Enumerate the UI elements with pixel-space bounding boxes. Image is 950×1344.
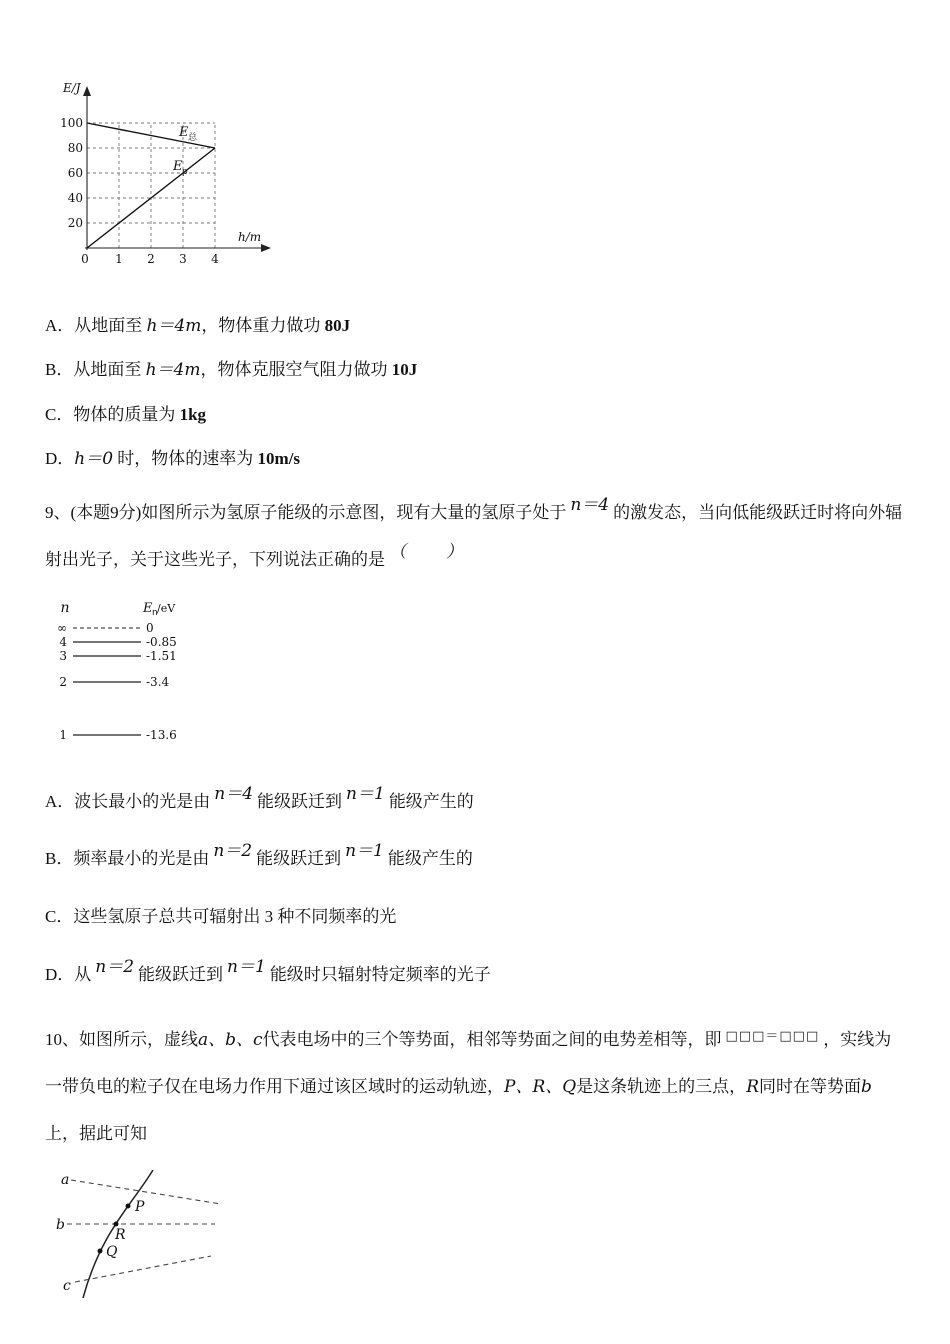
x-axis-label: h/m: [238, 230, 262, 244]
option-text: 能级跃迁到: [138, 964, 224, 984]
label-b: b: [56, 1216, 65, 1233]
option-value: 1kg: [179, 404, 207, 424]
potential-energy-subscript: p: [182, 167, 188, 177]
q9-options: [45, 783, 905, 990]
total-energy-subscript: 总: [188, 133, 198, 143]
work-energy-graph: [55, 78, 290, 278]
q10-text: 同时在等势面: [759, 1077, 861, 1096]
label-a: a: [61, 1171, 70, 1188]
x-tick: 1: [115, 252, 123, 266]
option-text: 能级时只辐射特定频率的光子: [269, 964, 491, 984]
level-n-label: ∞: [57, 620, 67, 635]
option-value: 10m/s: [257, 449, 301, 469]
level-n-label: 4: [59, 634, 67, 649]
point-names: P、R、Q: [504, 1077, 577, 1097]
point-q-dot: [98, 1248, 103, 1253]
equipotential-line-a: [71, 1180, 221, 1204]
label-q: Q: [106, 1243, 118, 1260]
option-text: 能级跃迁到: [256, 849, 342, 869]
option-variable: h＝4m: [145, 360, 201, 381]
q10-text: ，实线为一带负电的粒子仅在电场力作用下通过该区域时的运动轨迹，: [45, 1030, 892, 1096]
x-tick: 2: [147, 252, 155, 266]
q9-text: 的激发态，当向低能级跃迁时将向外辐射出光子，关于这些光子，下列说法正确的是: [45, 503, 903, 570]
option-text: 时，物体的速率为: [113, 449, 258, 469]
q10-text: 上，据此可知: [45, 1123, 147, 1143]
y-tick: 100: [60, 116, 83, 130]
option-text: 能级产生的: [387, 849, 473, 869]
formula: n＝1: [346, 783, 385, 804]
point-p-dot: [126, 1203, 131, 1208]
formula: n＝1: [227, 956, 266, 977]
q8-option-c: [45, 402, 905, 428]
label-p: P: [135, 1198, 145, 1215]
q10-text: 代表电场中的三个等势面，相邻等势面之间的电势差相等，即: [262, 1030, 722, 1050]
level-energy-value: -0.85: [146, 634, 177, 649]
option-text: 能级产生的: [388, 791, 474, 811]
option-value: 80J: [324, 316, 351, 335]
option-text: A．从地面至: [45, 316, 147, 335]
option-text: D．从: [45, 964, 92, 984]
surface-b: b: [861, 1077, 872, 1097]
formula: n＝1: [345, 841, 384, 862]
option-value: 10J: [391, 360, 418, 380]
n-column-header: n: [60, 599, 70, 616]
question-10-text: [45, 1017, 905, 1157]
formula: n＝2: [95, 956, 135, 977]
q9-option-a: [45, 783, 905, 818]
energy-header-symbol: E: [143, 600, 153, 616]
option-text: D．: [45, 449, 75, 469]
point-r: R: [746, 1077, 759, 1097]
option-text: A．波长最小的光是由: [45, 791, 211, 811]
y-tick: 80: [67, 141, 83, 155]
formula: n＝4: [214, 783, 254, 804]
y-tick: 40: [67, 191, 83, 205]
option-text: ，物体重力做功: [201, 316, 325, 335]
level-energy-value: -13.6: [146, 727, 177, 742]
option-text: C．这些氢原子总共可辐射出 3 种不同频率的光: [45, 907, 397, 927]
level-energy-value: -3.4: [146, 674, 170, 689]
formula-n-equals-4: n＝4: [570, 495, 610, 516]
energy-header-unit: /eV: [157, 601, 176, 615]
x-tick: 4: [211, 252, 219, 266]
q9-text: 9、(本题9分)如图所示为氢原子能级的示意图，现有大量的氢原子处于: [45, 503, 567, 523]
q9-option-d: [45, 956, 905, 991]
level-energy-value: -1.51: [146, 648, 177, 663]
potential-energy-label: E: [173, 159, 183, 174]
equipotential-names: a、b、c: [198, 1030, 263, 1051]
q9-option-c: [45, 902, 905, 933]
q10-text: 是这条轨迹上的三点，: [576, 1077, 747, 1096]
label-r: R: [115, 1226, 126, 1243]
option-text: B．从地面至: [45, 360, 146, 380]
q9-option-b: [45, 841, 905, 875]
level-n-label: 3: [59, 648, 67, 663]
option-text: 能级跃迁到: [257, 791, 343, 811]
option-variable: h＝0: [74, 449, 114, 470]
label-c: c: [63, 1277, 71, 1294]
question-9-text: [45, 490, 905, 584]
answer-blank: （ ）: [389, 542, 465, 563]
q8-option-a: [45, 313, 905, 339]
energy-level-figure: [53, 600, 905, 757]
equipotential-line-c: [75, 1256, 211, 1282]
q10-text: 10、如图所示，虚线: [45, 1030, 198, 1050]
energy-level-diagram: [53, 600, 268, 752]
y-axis-label: E/J: [63, 81, 81, 95]
total-energy-label: E: [179, 125, 189, 140]
formula: n＝2: [213, 841, 253, 862]
equipotential-figure: [53, 1170, 905, 1315]
option-variable: h＝4m: [146, 316, 202, 336]
work-energy-graph-figure: [55, 78, 905, 283]
point-r-dot: [114, 1221, 119, 1226]
x-tick: 0: [81, 252, 89, 266]
q8-option-d: [45, 446, 905, 472]
q8-option-b: [45, 357, 905, 383]
level-energy-value: 0: [146, 620, 154, 635]
option-text: B．频率最小的光是由: [45, 849, 210, 869]
level-n-label: 1: [59, 727, 67, 742]
option-text: ，物体克服空气阻力做功: [200, 360, 392, 380]
y-tick: 60: [67, 166, 83, 180]
y-tick: 20: [67, 216, 83, 230]
missing-glyph-formula: □□□＝□□□: [725, 1029, 820, 1045]
option-text: C．物体的质量为: [45, 404, 180, 424]
x-tick: 3: [179, 252, 187, 266]
equipotential-diagram: [53, 1170, 283, 1310]
energy-header-subscript: n: [152, 607, 158, 618]
q8-options: [45, 313, 905, 472]
level-n-label: 2: [59, 674, 67, 689]
